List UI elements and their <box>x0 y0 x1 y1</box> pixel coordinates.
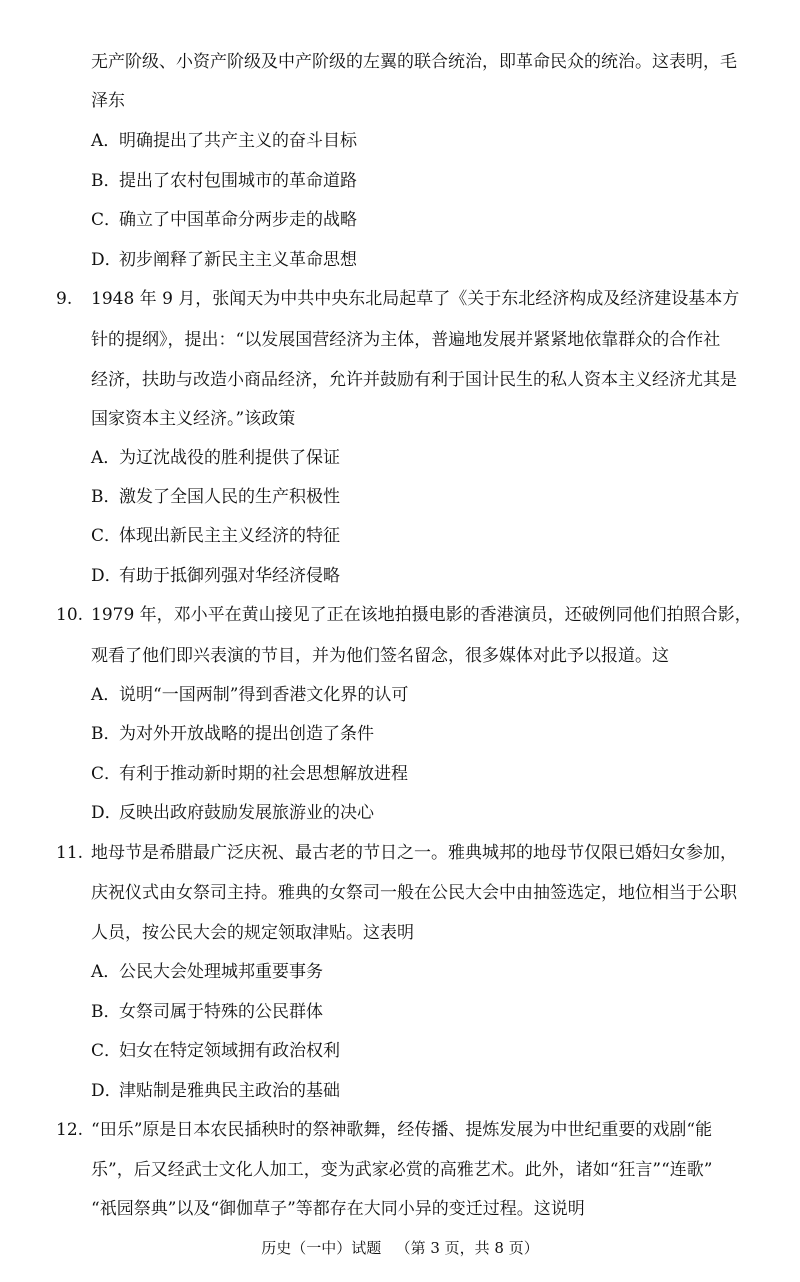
q10-option-a <box>91 684 408 706</box>
option-text: 体现出新民主主义经济的特征 <box>119 526 340 546</box>
option-text: 反映出政府鼓励发展旅游业的决心 <box>119 803 374 823</box>
q11-stem-line-3: 人员，按公民大会的规定领取津贴。这表明 <box>91 923 414 943</box>
option-letter: A． <box>91 131 121 151</box>
q11-option-d <box>91 1080 340 1102</box>
option-text: 明确提出了共产主义的奋斗目标 <box>119 131 357 151</box>
option-text: 说明“一国两制”得到香港文化界的认可 <box>119 685 409 705</box>
option-letter: D． <box>91 250 122 270</box>
q12-stem-line-3: “祇园祭典”以及“御伽草子”等都存在大同小异的变迁过程。这说明 <box>91 1199 585 1219</box>
option-text: 津贴制是雅典民主政治的基础 <box>119 1081 340 1101</box>
option-text: 公民大会处理城邦重要事务 <box>119 962 323 982</box>
q8-option-a <box>91 130 357 152</box>
option-letter: D． <box>91 803 122 823</box>
q8-option-c <box>91 209 357 231</box>
q9-stem-line-2: 针的提纲》，提出：“以发展国营经济为主体，普遍地发展并紧紧地依靠群众的合作社 <box>91 330 721 350</box>
q8-stem-line-1: 无产阶级、小资产阶级及中产阶级的左翼的联合统治，即革命民众的统治。这表明，毛 <box>91 52 737 72</box>
option-text: 确立了中国革命分两步走的战略 <box>119 210 357 230</box>
option-text: 初步阐释了新民主主义革命思想 <box>119 250 357 270</box>
q12-stem-line-2: 乐”，后又经武士文化人加工，变为武家必赏的高雅艺术。此外，诸如“狂言”“连歌” <box>91 1160 713 1180</box>
q8-option-b <box>91 170 357 192</box>
q9-option-c <box>91 525 340 547</box>
q9-stem-line-4: 国家资本主义经济。”该政策 <box>91 409 296 429</box>
option-letter: C． <box>91 1041 122 1061</box>
option-letter: B． <box>91 171 121 191</box>
option-letter: C． <box>91 210 122 230</box>
option-letter: B． <box>91 724 121 744</box>
option-letter: C． <box>91 764 122 784</box>
q10-stem-line-1: 1979 年，邓小平在黄山接见了正在该地拍摄电影的香港演员，还破例同他们拍照合影， <box>91 605 752 625</box>
q9-option-b <box>91 486 340 508</box>
option-letter: A． <box>91 448 121 468</box>
q12-stem-line-1: “田乐”原是日本农民插秧时的祭神歌舞，经传播、提炼发展为中世纪重要的戏剧“能 <box>91 1120 713 1140</box>
option-letter: A． <box>91 685 121 705</box>
q8-option-d <box>91 249 357 271</box>
option-text: 妇女在特定领域拥有政治权利 <box>119 1041 340 1061</box>
option-text: 激发了全国人民的生产积极性 <box>119 487 340 507</box>
q9-option-d <box>91 565 340 587</box>
q10-number: 10. <box>56 605 84 625</box>
page-footer: 历史（一中）试题 （第 3 页，共 8 页） <box>261 1239 539 1257</box>
q10-stem-line-2: 观看了他们即兴表演的节目，并为他们签名留念，很多媒体对此予以报道。这 <box>91 646 669 666</box>
option-letter: B． <box>91 1002 121 1022</box>
q9-stem-line-1: 1948 年 9 月，张闻天为中共中央东北局起草了《关于东北经济构成及经济建设基本方 <box>91 289 740 309</box>
q11-option-a <box>91 961 323 983</box>
option-letter: C． <box>91 526 122 546</box>
q9-option-a <box>91 447 340 469</box>
option-text: 女祭司属于特殊的公民群体 <box>119 1002 323 1022</box>
option-text: 为对外开放战略的提出创造了条件 <box>119 724 374 744</box>
q10-option-c <box>91 763 408 785</box>
q10-option-b <box>91 723 374 745</box>
q12-number: 12. <box>56 1120 84 1140</box>
option-text: 为辽沈战役的胜利提供了保证 <box>119 448 340 468</box>
option-text: 有助于抵御列强对华经济侵略 <box>119 566 340 586</box>
q9-stem-line-3: 经济，扶助与改造小商品经济，允许并鼓励有利于国计民生的私人资本主义经济尤其是 <box>91 370 737 390</box>
option-letter: B． <box>91 487 121 507</box>
q10-option-d <box>91 802 374 824</box>
option-text: 提出了农村包围城市的革命道路 <box>119 171 357 191</box>
q9-number: 9. <box>56 289 73 309</box>
q11-stem-line-1: 地母节是希腊最广泛庆祝、最古老的节日之一。雅典城邦的地母节仅限已婚妇女参加， <box>91 843 737 863</box>
q11-option-c <box>91 1040 340 1062</box>
option-letter: A． <box>91 962 121 982</box>
option-letter: D． <box>91 1081 122 1101</box>
q11-stem-line-2: 庆祝仪式由女祭司主持。雅典的女祭司一般在公民大会中由抽签选定，地位相当于公职 <box>91 883 737 903</box>
q11-option-b <box>91 1001 323 1023</box>
option-text: 有利于推动新时期的社会思想解放进程 <box>119 764 408 784</box>
q11-number: 11. <box>56 843 84 863</box>
option-letter: D． <box>91 566 122 586</box>
q8-stem-line-2: 泽东 <box>91 91 125 111</box>
